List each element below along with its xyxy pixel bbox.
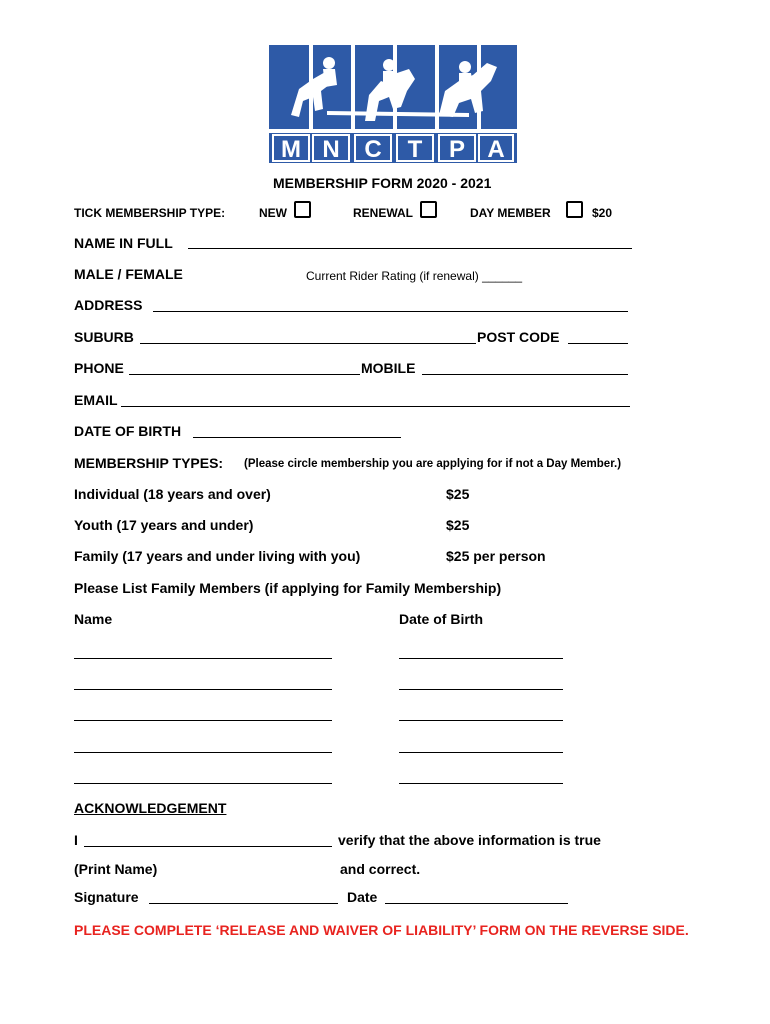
ack-name-line[interactable] bbox=[84, 846, 332, 847]
phone-label: PHONE bbox=[74, 360, 124, 376]
signature-line[interactable] bbox=[149, 903, 338, 904]
mobile-label: MOBILE bbox=[361, 360, 416, 376]
logo-letter: M bbox=[281, 136, 301, 163]
logo-letter: C bbox=[364, 136, 382, 163]
day-member-checkbox[interactable] bbox=[566, 201, 583, 218]
suburb-line[interactable] bbox=[140, 343, 476, 344]
type-youth-price: $25 bbox=[446, 517, 470, 533]
ack-verify-text: verify that the above information is true bbox=[338, 832, 601, 848]
mnctpa-logo bbox=[269, 45, 517, 163]
family-dob-line[interactable] bbox=[399, 752, 563, 753]
sex-label: MALE / FEMALE bbox=[74, 266, 183, 282]
date-line[interactable] bbox=[385, 903, 568, 904]
family-name-line[interactable] bbox=[74, 689, 332, 690]
form-title: MEMBERSHIP FORM 2020 - 2021 bbox=[273, 175, 492, 191]
post-code-label: POST CODE bbox=[477, 329, 560, 345]
logo-letter: N bbox=[322, 136, 340, 163]
option-new-label: NEW bbox=[259, 206, 287, 220]
suburb-label: SUBURB bbox=[74, 329, 134, 345]
name-full-label: NAME IN FULL bbox=[74, 235, 173, 251]
membership-types-heading: MEMBERSHIP TYPES: bbox=[74, 455, 224, 471]
family-name-line[interactable] bbox=[74, 658, 332, 659]
option-day-member-label: DAY MEMBER bbox=[470, 206, 551, 220]
ack-print-name: (Print Name) bbox=[74, 861, 158, 877]
ack-i-label: I bbox=[74, 832, 78, 848]
type-family-price: $25 per person bbox=[446, 548, 546, 564]
family-name-line[interactable] bbox=[74, 783, 332, 784]
type-youth-label[interactable]: Youth (17 years and under) bbox=[74, 517, 254, 533]
family-name-line[interactable] bbox=[74, 720, 332, 721]
renewal-checkbox[interactable] bbox=[420, 201, 437, 218]
option-renewal-label: RENEWAL bbox=[353, 206, 413, 220]
logo-letter: A bbox=[487, 136, 505, 163]
logo-letter: T bbox=[407, 136, 423, 163]
family-dob-line[interactable] bbox=[399, 720, 563, 721]
email-line[interactable] bbox=[121, 406, 630, 407]
membership-type-label: TICK MEMBERSHIP TYPE: bbox=[74, 206, 226, 220]
dob-label: DATE OF BIRTH bbox=[74, 423, 182, 439]
dob-line[interactable] bbox=[193, 437, 401, 438]
signature-label: Signature bbox=[74, 889, 139, 905]
rider-rating-label: Current Rider Rating (if renewal) ______ bbox=[306, 269, 523, 283]
membership-types-note: (Please circle membership you are applying for if not a Day Member.) bbox=[244, 458, 622, 470]
reverse-side-notice: PLEASE COMPLETE ‘RELEASE AND WAIVER OF LIABILITY’ FORM ON THE REVERSE SIDE. bbox=[74, 922, 689, 938]
post-code-line[interactable] bbox=[568, 343, 628, 344]
email-label: EMAIL bbox=[74, 392, 118, 408]
day-member-price: $20 bbox=[592, 206, 613, 220]
type-individual-price: $25 bbox=[446, 486, 470, 502]
mobile-line[interactable] bbox=[422, 374, 628, 375]
address-label: ADDRESS bbox=[74, 297, 143, 313]
name-full-line[interactable] bbox=[188, 248, 632, 249]
family-dob-header: Date of Birth bbox=[399, 611, 483, 627]
address-line[interactable] bbox=[153, 311, 628, 312]
acknowledgement-heading: ACKNOWLEDGEMENT bbox=[74, 800, 227, 816]
family-dob-line[interactable] bbox=[399, 658, 563, 659]
family-dob-line[interactable] bbox=[399, 783, 563, 784]
type-individual-label[interactable]: Individual (18 years and over) bbox=[74, 486, 271, 502]
logo-letter: P bbox=[448, 136, 466, 163]
new-checkbox[interactable] bbox=[294, 201, 311, 218]
family-heading: Please List Family Members (if applying for Family Membership) bbox=[74, 580, 502, 596]
date-label: Date bbox=[347, 889, 378, 905]
family-dob-line[interactable] bbox=[399, 689, 563, 690]
family-name-header: Name bbox=[74, 611, 113, 627]
phone-line[interactable] bbox=[129, 374, 360, 375]
family-name-line[interactable] bbox=[74, 752, 332, 753]
ack-and-correct: and correct. bbox=[340, 861, 421, 877]
type-family-label[interactable]: Family (17 years and under living with you) bbox=[74, 548, 361, 564]
